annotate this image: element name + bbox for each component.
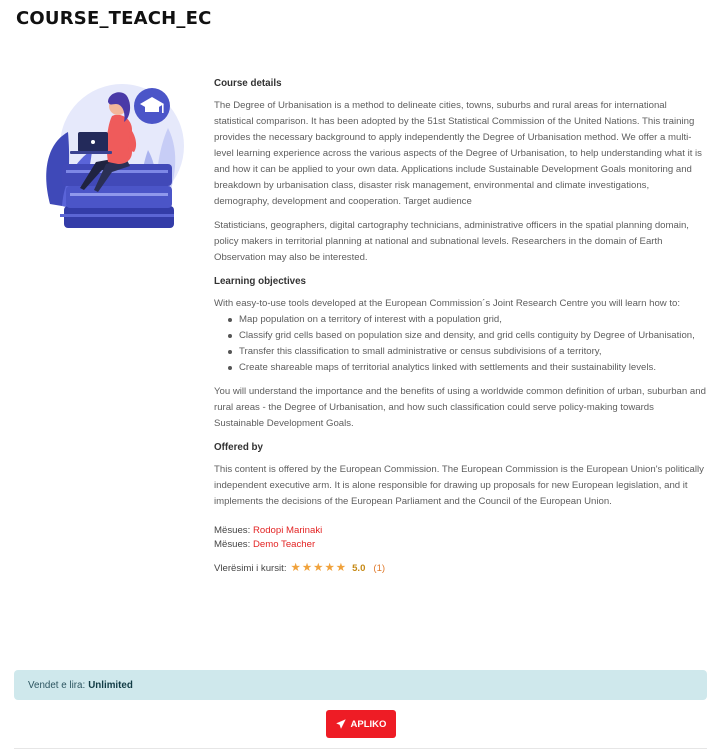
apply-button[interactable]	[326, 710, 396, 738]
teacher-name-link[interactable]: Rodopi Marinaki	[252, 525, 323, 536]
course-details-text: The Degree of Urbanisation is a method to delineate cities, towns, suburbs and rural areas for international statistical comparison. It has been adopted by the 51st Statistical Commission of the United Nations. This training provides the necessary background to apply independently the Degree of Urbanisation method. We offer a multi-level learning experience across the various aspects of the Degree of Urbanisation, to help understanding what it is and how it can be applied to your own data. Applications include Sustainable Development Goals monitoring and breakdown by urbanisation class, disaster risk management, environmental and climate investigations, demography, development and cooperation. Target audience	[214, 100, 702, 207]
rating-count: (1)	[373, 563, 386, 574]
course-description	[214, 76, 706, 577]
star-icon: ★	[335, 562, 347, 575]
learning-objectives-intro: With easy-to-use tools developed at the European Commission´s Joint Research Centre you will learn how to:	[214, 298, 681, 309]
teacher-label: Mësues:	[214, 539, 251, 550]
seats-value: Unlimited	[88, 679, 133, 691]
target-audience-text: Statisticians, geographers, digital cartography technicians, administrative officers in the spatial planning domain, policy makers in territorial planning at national and subnational levels. Researchers in the domain of Earth Observation may also be interested.	[214, 220, 689, 263]
star-icon: ★	[313, 562, 324, 575]
available-seats-bar	[14, 670, 707, 700]
star-icon: ★	[290, 562, 301, 575]
course-illustration	[40, 84, 190, 236]
learning-objectives-heading: Learning objectives	[214, 276, 307, 287]
teachers-list	[214, 524, 706, 552]
rating-label: Vlerësimi i kursit:	[214, 563, 287, 574]
teacher-row	[214, 538, 706, 552]
star-icon: ★	[301, 562, 313, 575]
objective-item: Map population on a territory of interest with a population grid,	[228, 312, 706, 328]
seats-label: Vendet e lira:	[28, 679, 86, 691]
learning-objectives-outro: You will understand the importance and the benefits of using a worldwide common definition of urban, suburban and rural areas - the Degree of Urbanisation, and how such classification could serve policy-making towards Sustainable Development Goals.	[214, 386, 706, 429]
rating-value: 5.0	[352, 563, 366, 574]
learning-objectives-list	[228, 312, 706, 376]
offered-by-heading: Offered by	[214, 442, 263, 453]
offered-by-text: This content is offered by the European Commission. The European Commission is the European Union's politically independent executive arm. It is alone responsible for drawing up proposals for new European legislation, and it implements the decisions of the European Parliament and the Council of the European Union.	[214, 464, 704, 507]
paper-plane-icon	[336, 719, 346, 729]
rating-stars	[291, 563, 348, 575]
objective-item: Classify grid cells based on population size and density, and grid cells contiguity by Degree of Urbanisation,	[228, 328, 706, 344]
teacher-name-link[interactable]: Demo Teacher	[252, 539, 316, 550]
star-icon: ★	[324, 562, 335, 575]
apply-button-label: APLIKO	[350, 718, 387, 730]
teacher-row	[214, 524, 706, 538]
divider	[14, 748, 707, 749]
page-title: COURSE_TEACH_EC	[16, 8, 212, 29]
objective-item: Transfer this classification to small administrative or census subdivisions of a territory,	[228, 344, 706, 360]
student-with-laptop-on-books-illustration	[40, 84, 190, 236]
teacher-label: Mësues:	[214, 525, 251, 536]
course-rating	[214, 561, 706, 577]
course-details-heading: Course details	[214, 78, 282, 89]
objective-item: Create shareable maps of territorial analytics linked with settlements and their sustainability levels.	[228, 360, 706, 376]
